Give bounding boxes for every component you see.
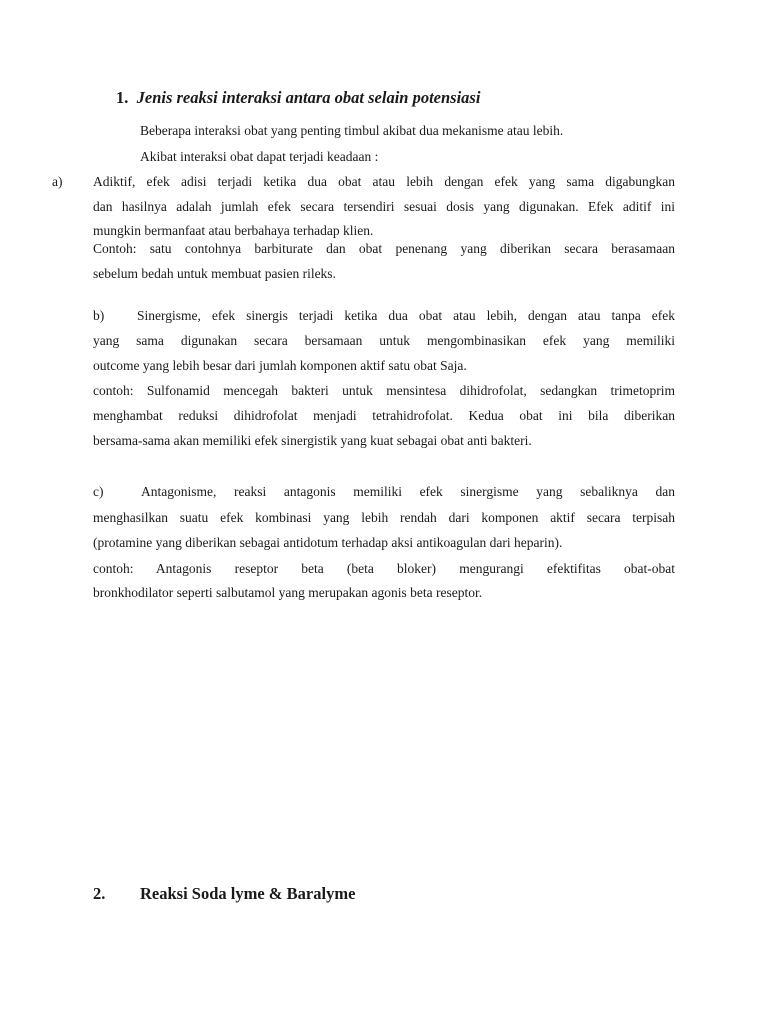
- item-b-marker: b): [93, 308, 105, 323]
- item-a-line-1: Adiktif, efek adisi terjadi ketika dua obat atau lebih dengan efek yang sama digabungkan: [93, 174, 675, 189]
- item-c-line-2: menghasilkan suatu efek kombinasi yang lebih rendah dari komponen aktif secara terpisah: [93, 510, 675, 525]
- item-b-example-line-2: menghambat reduksi dihidrofolat menjadi tetrahidrofolat. Kedua obat ini bila diberikan: [93, 408, 675, 423]
- section-1-title: Jenis reaksi interaksi antara obat selain potensiasi: [136, 88, 481, 107]
- item-a-line-3: mungkin bermanfaat atau berbahaya terhadap klien.: [93, 223, 374, 238]
- item-b-line-3: outcome yang lebih besar dari jumlah komponen aktif satu obat Saja.: [93, 358, 467, 373]
- intro-line-1: Beberapa interaksi obat yang penting timbul akibat dua mekanisme atau lebih.: [140, 123, 564, 138]
- section-2-title: Reaksi Soda lyme & Baralyme: [140, 884, 356, 903]
- item-b-line-2: yang sama digunakan secara bersamaan untuk mengombinasikan efek yang memiliki: [93, 333, 675, 348]
- item-a-example-line-1: Contoh: satu contohnya barbiturate dan obat penenang yang diberikan secara berasamaan: [93, 241, 675, 256]
- item-c-example-line-2: bronkhodilator seperti salbutamol yang merupakan agonis beta reseptor.: [93, 585, 483, 600]
- item-c-line-3: (protamine yang diberikan sebagai antidotum terhadap aksi antikoagulan dari heparin).: [93, 535, 563, 550]
- item-a-marker: a): [52, 174, 63, 189]
- item-c-line-1: Antagonisme, reaksi antagonis memiliki efek sinergisme yang sebaliknya dan: [141, 484, 675, 499]
- item-b-example-line-3: bersama-sama akan memiliki efek sinergistik yang kuat sebagai obat anti bakteri.: [93, 433, 532, 448]
- intro-line-2: Akibat interaksi obat dapat terjadi keadaan :: [140, 149, 379, 164]
- item-b-line-1: Sinergisme, efek sinergis terjadi ketika dua obat atau lebih, dengan atau tanpa efek: [137, 308, 675, 323]
- section-2-number: 2.: [93, 884, 106, 903]
- item-c-example-line-1: contoh: Antagonis reseptor beta (beta bloker) mengurangi efektifitas obat-obat: [93, 561, 675, 576]
- item-b-example-line-1: contoh: Sulfonamid mencegah bakteri untuk mensintesa dihidrofolat, sedangkan trimetoprim: [93, 383, 675, 398]
- item-a-example-line-2: sebelum bedah untuk membuat pasien rileks.: [93, 266, 336, 281]
- section-1-heading: [116, 88, 480, 108]
- section-2-heading: [93, 884, 105, 904]
- item-a-line-2: dan hasilnya adalah jumlah efek secara tersendiri sesuai dosis yang digunakan. Efek aditif ini: [93, 199, 675, 214]
- item-c-marker: c): [93, 484, 104, 499]
- section-1-number: 1.: [116, 88, 129, 107]
